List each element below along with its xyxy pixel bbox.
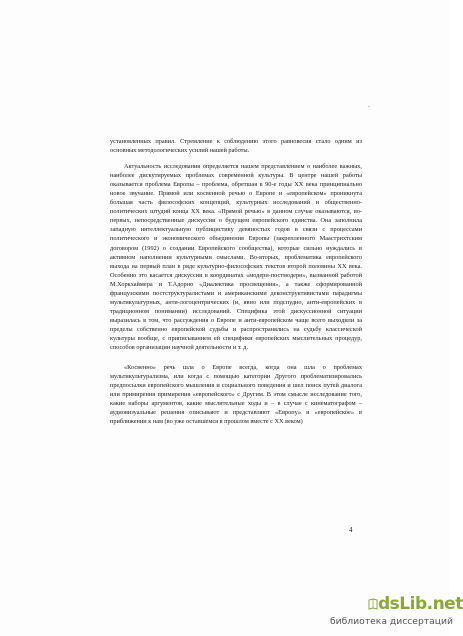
paragraph-relevance: Актуальность исследования определяется нашем представлением о наиболее важных, наиболее дискутируемых проблемах современной культуры. В центре нашей работы оказывается проблема Европы – проблема, обретшая в 90-е годы XX века принципиально новое звучание. Прямой или косвенной речью о Европе и «европейском» проникнута большая часть философских концепций, культурных исследований и общественно-политических штудий конца XX века. «Прямой речью» в данном случае оказываются, во-первых, непосредственные дискуссии о будущем европейского единства. Она заполнила западную интеллектуальную публицистику девяностых годов в связи с процессами политического и экономического объединения Европы (закрепленного Маастрихтским договором (1992) о создании Европейского сообщества), которые сильно нуждались в активном наполнении культурными смыслами. Во-вторых, проблематика европейского выхода на первый план в ряде культурно-философских текстов второй половины XX века. Особенно это касается дискуссии в координатах «модерн-постмодерн», вызванной работой М.Хоркхаймера и Т.Адорно «Диалектика просвещения», а также сформированной французскими постструктуралистами и американскими деконструктивистами парадигмы мультикультурных, анти-логоцентрических (и, явно или подспудно, анти-европейских в традиционном понимании) исследований. Специфика этой дискуссионной ситуации выразилась в том, что рассуждения о Европе и анти-европейском чаще всего выходили за пределы собственно европейской судьбы и распространялись на судьбу классической культуры вообще, с приписыванием ей специфики европейских мыслительных процедур, способов организации научной деятельности и т. д. <box>110 163 362 352</box>
body-text <box>110 137 362 426</box>
page-number: 4 <box>349 526 353 534</box>
scan-speck <box>368 106 370 107</box>
watermark-caption: библиотека диссертаций <box>330 616 453 627</box>
watermark-logo: dsLib.net <box>378 594 463 614</box>
paragraph-indirect: «Косвенно» речь шла о Европе всегда, когда она шла о проблемах мультикультурализма, или когда с помощью категории Другого проблематизировались предпосылки европейского мышления и социального поведения и шел поиск путей диалога или примирения примирения «европейского» с Другим. В этом смысле исследование того, какие наборы аргументов, какие мыслительные ходы и – в случае с кинематографом – аудиовизуальные решения описывают и представляют «Европу» и «европейское» в приближении к нам (во уже оставшемся в прошлом вместе с XX веком) <box>110 364 362 426</box>
dslib-watermark <box>330 594 463 630</box>
paragraph-continuation: установленных правил. Стремление к соблюдению этого равновесия стало одним из основных методологических усилий нашей работы. <box>110 138 362 155</box>
book-icon <box>368 598 378 610</box>
